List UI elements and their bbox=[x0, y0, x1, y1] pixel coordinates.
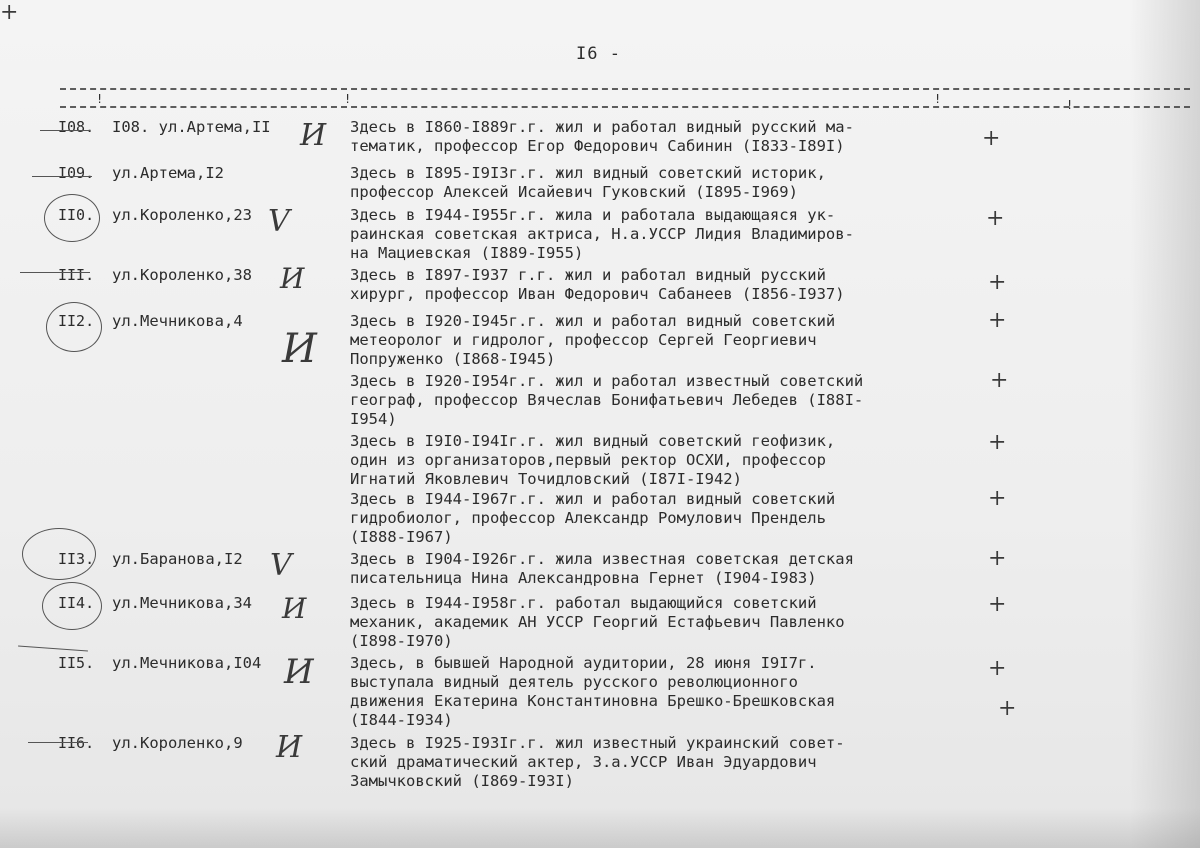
plaque-text-line: Здесь в I944-I958г.г. работал выдающийся советский bbox=[350, 594, 817, 612]
hand-strike bbox=[28, 742, 88, 743]
handwritten-plus: + bbox=[998, 696, 1017, 721]
column-tick: ! bbox=[96, 92, 104, 106]
handwritten-mark: И bbox=[282, 592, 307, 625]
plaque-text-line: Здесь в I925-I93Iг.г. жил известный украинский совет- bbox=[350, 734, 845, 752]
table-rule-top bbox=[60, 88, 1190, 90]
plaque-text bbox=[350, 118, 940, 156]
plaque-text-line: профессор Алексей Исайевич Гуковский (I895-I969) bbox=[350, 183, 798, 201]
plaque-text bbox=[350, 594, 940, 651]
plaque-text-line: Здесь, в бывшей Народной аудитории, 28 июня I9I7г. bbox=[350, 654, 817, 672]
plaque-text-line: ский драматический актер, З.а.УССР Иван Эдуардович bbox=[350, 753, 817, 771]
column-tick: ! bbox=[1066, 98, 1074, 112]
handwritten-plus: + bbox=[988, 546, 1007, 571]
plaque-text-line: выступала видный деятель русского революционного bbox=[350, 673, 798, 691]
column-tick: ! bbox=[344, 92, 352, 106]
plaque-text bbox=[350, 312, 940, 369]
row-number: II4. bbox=[58, 594, 95, 612]
row-number: III. bbox=[58, 266, 95, 284]
row-address: ул.Короленко,23 bbox=[112, 206, 252, 224]
row-number: I08. bbox=[58, 118, 95, 136]
plaque-text bbox=[350, 266, 940, 304]
handwritten-plus: + bbox=[990, 368, 1009, 393]
handwritten-mark: V bbox=[270, 548, 292, 583]
row-number: II2. bbox=[58, 312, 95, 330]
handwritten-plus: + bbox=[982, 126, 1001, 151]
plaque-text bbox=[350, 490, 940, 547]
hand-strike bbox=[32, 176, 92, 177]
plaque-text-line: гидробиолог, профессор Александр Ромулович Прендель bbox=[350, 509, 826, 527]
page-shadow-bottom bbox=[0, 808, 1200, 848]
handwritten-plus: + bbox=[988, 430, 1007, 455]
handwritten-plus: + bbox=[988, 592, 1007, 617]
plaque-text bbox=[350, 372, 940, 429]
hand-strike bbox=[20, 272, 90, 273]
plaque-text-line: механик, академик АН УССР Георгий Естафьевич Павленко bbox=[350, 613, 845, 631]
handwritten-plus: + bbox=[988, 486, 1007, 511]
hand-circle bbox=[44, 194, 100, 242]
plaque-text-line: (I898-I970) bbox=[350, 632, 453, 650]
row-address: ул.Мечникова,34 bbox=[112, 594, 252, 612]
plaque-text-line: Игнатий Яковлевич Точидловский (I87I-I942) bbox=[350, 470, 742, 488]
handwritten-mark: И bbox=[300, 118, 327, 153]
hand-strike bbox=[40, 130, 90, 131]
plaque-text-line: один из организаторов,первый ректор ОСХИ, профессор bbox=[350, 451, 826, 469]
plaque-text-line: Здесь в I904-I926г.г. жила известная советская детская bbox=[350, 550, 854, 568]
handwritten-mark: V bbox=[268, 204, 290, 239]
handwritten-plus: + bbox=[0, 0, 19, 25]
row-number: II0. bbox=[58, 206, 95, 224]
row-number: II3. bbox=[58, 550, 95, 568]
page-shadow-right bbox=[1130, 0, 1200, 848]
plaque-text bbox=[350, 164, 940, 202]
column-tick: ! bbox=[934, 92, 942, 106]
plaque-text-line: на Мациевская (I889-I955) bbox=[350, 244, 584, 262]
plaque-text-line: Здесь в I897-I937 г.г. жил и работал видный русский bbox=[350, 266, 826, 284]
handwritten-mark: И bbox=[276, 730, 303, 765]
plaque-text-line: Здесь в I944-I967г.г. жил и работал видный советский bbox=[350, 490, 836, 508]
row-address: ул.Баранова,I2 bbox=[112, 550, 243, 568]
handwritten-mark: И bbox=[280, 262, 305, 295]
row-address: ул.Мечникова,4 bbox=[112, 312, 243, 330]
plaque-text bbox=[350, 734, 940, 791]
plaque-text-line: (I844-I934) bbox=[350, 711, 453, 729]
row-address: ул.Короленко,38 bbox=[112, 266, 252, 284]
plaque-text-line: раинская советская актриса, Н.а.УССР Лидия Владимиров- bbox=[350, 225, 854, 243]
plaque-text-line: Здесь в I860-I889г.г. жил и работал видный русский ма- bbox=[350, 118, 854, 136]
hand-circle bbox=[42, 582, 102, 630]
plaque-text bbox=[350, 654, 940, 730]
row-number: II6. bbox=[58, 734, 95, 752]
plaque-text-line: Попруженко (I868-I945) bbox=[350, 350, 556, 368]
handwritten-plus: + bbox=[986, 206, 1005, 231]
plaque-text-line: Здесь в I895-I9I3г.г. жил видный советский историк, bbox=[350, 164, 826, 182]
plaque-text-line: писательница Нина Александровна Гернет (I904-I983) bbox=[350, 569, 817, 587]
plaque-text-line: Замычковский (I869-I93I) bbox=[350, 772, 574, 790]
row-address: ул.Артема,I2 bbox=[112, 164, 224, 182]
plaque-text bbox=[350, 432, 940, 489]
table-rule-header bbox=[60, 106, 1190, 108]
row-address: I08. ул.Артема,II bbox=[112, 118, 271, 136]
plaque-text-line: Здесь в I920-I945г.г. жил и работал видный советский bbox=[350, 312, 836, 330]
row-address: ул.Короленко,9 bbox=[112, 734, 243, 752]
plaque-text-line: Здесь в I944-I955г.г. жила и работала выдающаяся ук- bbox=[350, 206, 836, 224]
hand-circle bbox=[22, 528, 96, 580]
handwritten-plus: + bbox=[988, 656, 1007, 681]
hand-circle bbox=[46, 302, 102, 352]
handwritten-plus: + bbox=[988, 308, 1007, 333]
plaque-text-line: хирург, профессор Иван Федорович Сабанеев (I856-I937) bbox=[350, 285, 845, 303]
plaque-text-line: тематик, профессор Егор Федорович Сабинин (I833-I89I) bbox=[350, 137, 845, 155]
plaque-text-line: Здесь в I920-I954г.г. жил и работал известный советский bbox=[350, 372, 864, 390]
plaque-text-line: (I888-I967) bbox=[350, 528, 453, 546]
hand-strike bbox=[18, 646, 88, 652]
handwritten-mark: И bbox=[282, 326, 317, 372]
plaque-text-line: I954) bbox=[350, 410, 397, 428]
plaque-text bbox=[350, 206, 940, 263]
plaque-text-line: Здесь в I9I0-I94Iг.г. жил видный советский геофизик, bbox=[350, 432, 836, 450]
plaque-text-line: метеоролог и гидролог, профессор Сергей Георгиевич bbox=[350, 331, 817, 349]
row-number: II5. bbox=[58, 654, 95, 672]
plaque-text-line: движения Екатерина Константиновна Брешко-Брешковская bbox=[350, 692, 836, 710]
row-number: I09. bbox=[58, 164, 95, 182]
plaque-text-line: географ, профессор Вячеслав Бонифатьевич Лебедев (I88I- bbox=[350, 391, 864, 409]
row-address: ул.Мечникова,I04 bbox=[112, 654, 262, 672]
handwritten-mark: И bbox=[284, 652, 314, 692]
handwritten-plus: + bbox=[988, 270, 1007, 295]
plaque-text bbox=[350, 550, 940, 588]
page-number: I6 - bbox=[576, 44, 621, 64]
